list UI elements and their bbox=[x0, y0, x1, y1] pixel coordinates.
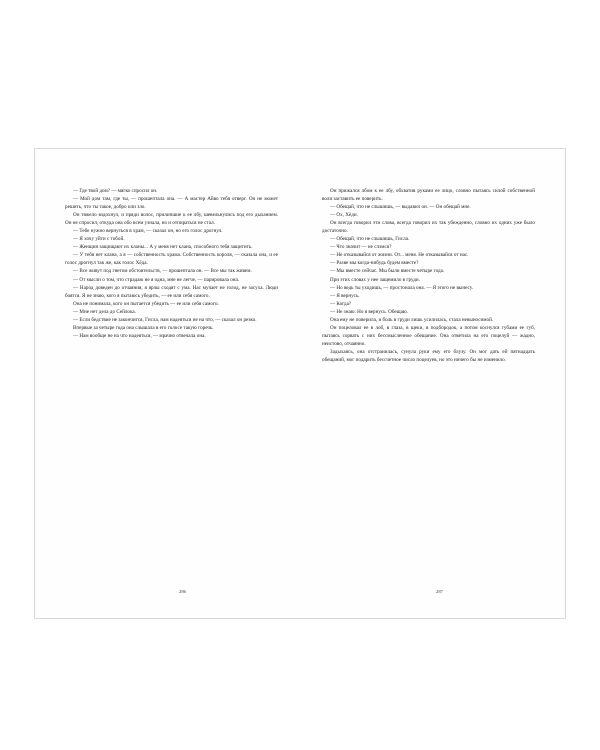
paragraph: При этих словах у нее защемило в груди. bbox=[330, 276, 420, 283]
paragraph: — От мысли о том, что страдаю не я одна, мне не легче, — парировала она. bbox=[73, 276, 240, 283]
paragraph: — Я хочу уйти с тобой. bbox=[73, 236, 125, 243]
paragraph: Он тяжело вздохнул, и пряди волос, прилипшие к ее лбу, шевельнулись под его дыханием. Он не спросил, откуда она обо всем узнала, но и отпираться не стал. bbox=[65, 212, 278, 227]
paragraph: — Ох, Хёди. bbox=[330, 212, 358, 219]
paragraph: — Если бедствие не закончится, Гисла, нам надеяться не на что, — сказал он резко. bbox=[73, 316, 257, 323]
paragraph: — Обещай, что не слышишь, — выдавил он. — Он обещай мне. bbox=[330, 204, 471, 211]
paragraph: — Мы вместе сейчас. Мы были вместе четыре года. bbox=[330, 268, 445, 275]
paragraph: — Нам вообще не на что надеяться, — мрачно отвечала она. bbox=[73, 332, 206, 339]
paragraph: — Мне нет дела до Сейлока. bbox=[73, 308, 136, 315]
paragraph: — Женщин защищают их кланы... А у меня нет клана, способного тебя защитить. bbox=[73, 244, 253, 251]
paragraph: — Не знаю. Но я вернусь. Обещаю. bbox=[330, 308, 408, 315]
paragraph: — Обещай, что не слышишь, Гисла. bbox=[330, 236, 410, 243]
paragraph: — Тебе нужно вернуться в храм, — сказал он, но его голос дрогнул. bbox=[73, 228, 223, 235]
paragraph: — У тебя нет клана, а я — собственность храма. Собственность короля, — сказала она, и ее голос дрогнул так же, как голос Хёда. bbox=[65, 252, 278, 267]
paragraph: — Но ведь ты уходишь, — простонала она. — Я этого не вынесу. bbox=[330, 284, 474, 291]
paragraph: Он всегда говорил эти слова, всегда говорил их так убежденно, словно их одних уже было достаточно. bbox=[322, 220, 535, 235]
right-page-number: 287 bbox=[436, 589, 443, 594]
left-page-number: 286 bbox=[179, 589, 186, 594]
left-page bbox=[65, 187, 300, 592]
paragraph: Он прижался лбом к ее лбу, обхватив руками ее лицо, словно пытаясь силой собственной воли заставить ее поверить. bbox=[322, 188, 535, 203]
paragraph: — Где твой дом? — мягко спросил он. bbox=[73, 188, 158, 194]
right-page-body bbox=[322, 187, 535, 364]
paragraph: — Что значит — не слэмся? bbox=[330, 244, 392, 251]
paragraph: — Когда? bbox=[330, 300, 352, 307]
paragraph: Впервые за четыре года она слышала в его голосе такую горечь. bbox=[73, 324, 214, 331]
paragraph: Задыхаясь, она отстранилась, сунула руки ему его блузу. Он мог дать ей пятнадцать обещаний, мог подарить бессчетное число поцелуев, но это ничего бы не изменило. bbox=[322, 348, 535, 363]
paragraph: Она не понимала, кого он пытается убедить — ее или себя самого. bbox=[73, 300, 219, 307]
paragraph: — Не отказывайся от жизни. От... меня. Не отказывайся от нас. bbox=[330, 252, 469, 259]
paragraph: — Народ доведен до отчаяния, я ярлы сходят с ума. Нас мучает не голод, не засуха. Люди боятся. Я не знаю, кого я пытаюсь убедить, — ее или себя самого. bbox=[65, 284, 278, 299]
paragraph: — Я вернусь. bbox=[330, 292, 360, 299]
paragraph: — Разве мы когда-нибудь будем вместе? bbox=[330, 260, 419, 267]
paragraph: — Мой дом там, где ты, — прошептала она. — А мастер Айво тебя отверг. Он не может решить, что ты такое, добро или зло. bbox=[65, 196, 278, 211]
paragraph: Она ему не поверила, и боль в груди лишь усилилась, стала невыносимой. bbox=[330, 316, 494, 323]
left-page-body bbox=[65, 187, 278, 340]
spread-columns bbox=[35, 149, 565, 618]
paragraph: Он поцеловал ее в лоб, в глаза, в щеки, в подбородок, а потом коснулся губами ее губ, пытаясь сорвать с них бессмысленное обещание. Она ответила на его поцелуй — жадно, неистово, отчаянно. bbox=[322, 324, 535, 347]
book-spread bbox=[34, 148, 566, 619]
right-page bbox=[300, 187, 535, 592]
paragraph: — Все живут под гнетом обстоятельств, — прошептала он. — Все мы так живем. bbox=[73, 268, 252, 275]
